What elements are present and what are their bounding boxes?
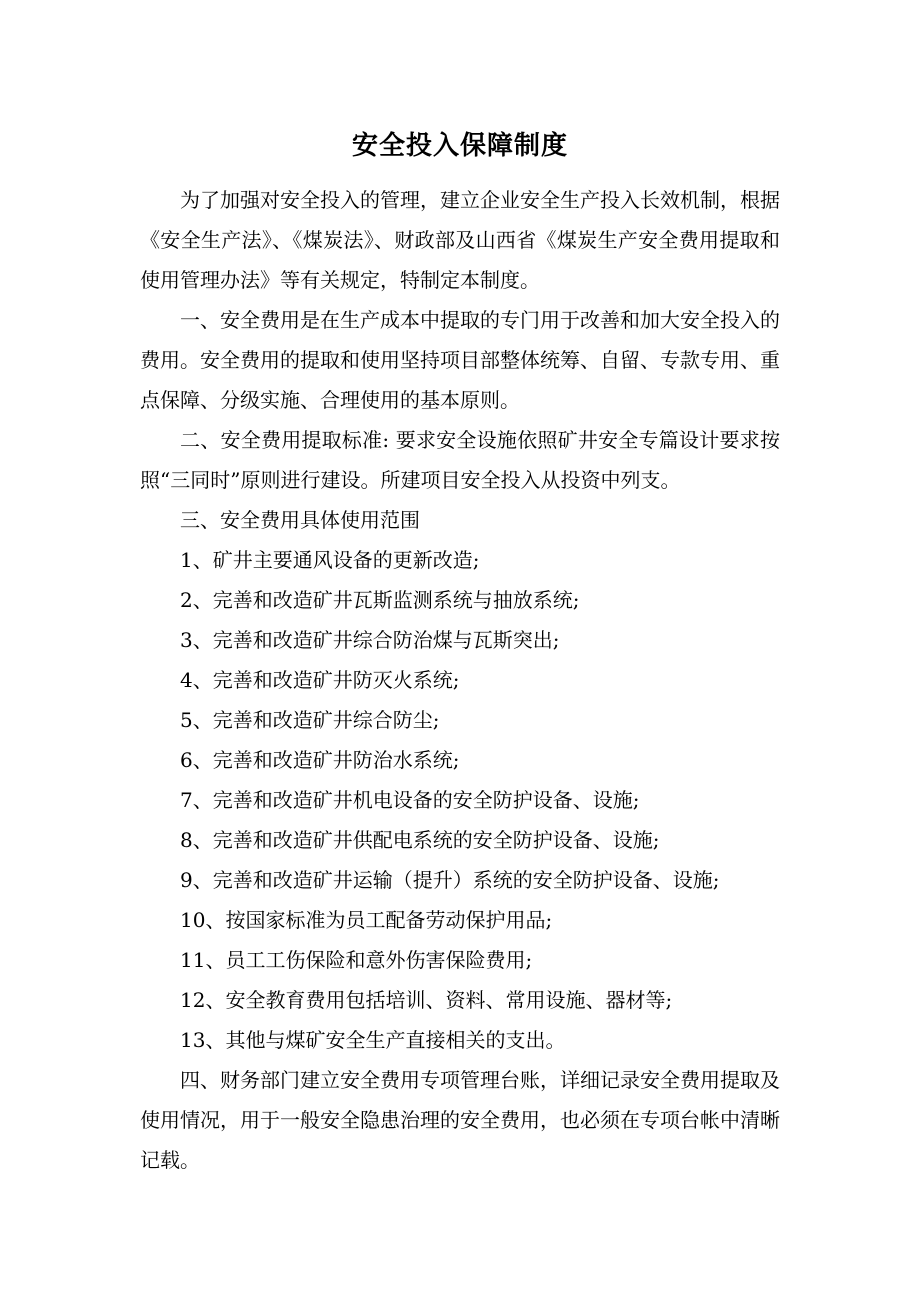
list-item: 5、完善和改造矿井综合防尘; [180,708,440,732]
list-item: 7、完善和改造矿井机电设备的安全防护设备、设施; [180,788,640,812]
document-title: 安全投入保障制度 [351,131,568,161]
list-item: 3、完善和改造矿井综合防治煤与瓦斯突出; [180,628,560,652]
list-item: 1、矿井主要通风设备的更新改造; [180,548,480,572]
document-body [140,180,780,1180]
list-item: 8、完善和改造矿井供配电系统的安全防护设备、设施; [180,828,660,852]
paragraph-section-4: 四、财务部门建立安全费用专项管理台账，详细记录安全费用提取及使用情况，用于一般安全隐患治理的安全费用，也必须在专项台帐中清晰记载。 [140,1068,780,1172]
paragraph-section-3-heading: 三、安全费用具体使用范围 [180,508,420,532]
paragraph-section-2: 二、安全费用提取标准: 要求安全设施依照矿井安全专篇设计要求按照“三同时”原则进行建设。所建项目安全投入从投资中列支。 [140,428,780,492]
list-item: 2、完善和改造矿井瓦斯监测系统与抽放系统; [180,588,580,612]
list-item: 9、完善和改造矿井运输（提升）系统的安全防护设备、设施; [180,868,720,892]
list-item: 11、员工工伤保险和意外伤害保险费用; [180,948,533,972]
paragraph-intro: 为了加强对安全投入的管理，建立企业安全生产投入长效机制，根据《安全生产法》、《煤炭法》、财政部及山西省《煤炭生产安全费用提取和使用管理办法》等有关规定，特制定本制度。 [140,188,780,292]
list-item: 13、其他与煤矿安全生产直接相关的支出。 [180,1028,566,1052]
list-item: 4、完善和改造矿井防灭火系统; [180,668,460,692]
list-item: 6、完善和改造矿井防治水系统; [180,748,460,772]
list-item: 12、安全教育费用包括培训、资料、常用设施、器材等; [180,988,673,1012]
list-item: 10、按国家标准为员工配备劳动保护用品; [180,908,553,932]
paragraph-section-1: 一、安全费用是在生产成本中提取的专门用于改善和加大安全投入的费用。安全费用的提取和使用坚持项目部整体统筹、自留、专款专用、重点保障、分级实施、合理使用的基本原则。 [140,308,780,412]
